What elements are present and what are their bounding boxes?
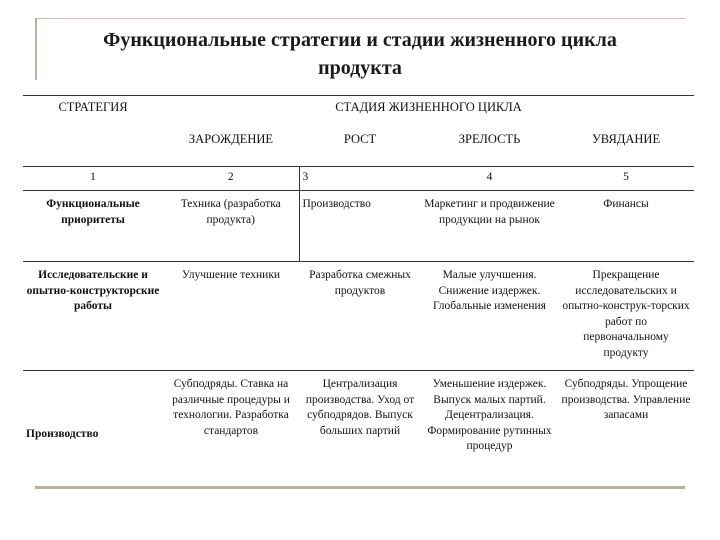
header-row xyxy=(23,96,694,125)
table-cell: Маркетинг и продвижение продукции на рынок xyxy=(421,191,558,262)
stages-empty-cell xyxy=(23,124,163,167)
stages-row xyxy=(23,124,694,167)
header-strategy: СТРАТЕГИЯ xyxy=(23,96,163,125)
numbers-row xyxy=(23,167,694,191)
stage-growth: РОСТ xyxy=(343,132,377,146)
row-strategy-label: Функциональные приоритеты xyxy=(23,191,163,262)
table-cell: Субподряды. Ставка на различные процедуры и технологии. Разработка стандартов xyxy=(163,371,299,496)
number-cell: 4 xyxy=(421,167,558,191)
table-cell: Техника (разработка продукта) xyxy=(163,191,299,262)
table-cell: Производство xyxy=(299,191,421,262)
table-cell: Централизация производства. Уход от субподрядов. Выпуск больших партий xyxy=(299,371,421,496)
table-cell: Улучшение техники xyxy=(163,262,299,371)
table-cell: Малые улучшения. Снижение издержек. Глобальные изменения xyxy=(421,262,558,371)
stage-decline: УВЯДАНИЕ xyxy=(591,132,661,146)
stage-maturity: ЗРЕЛОСТЬ xyxy=(458,132,521,146)
row-strategy-label: Исследовательские и опытно-конструкторские работы xyxy=(23,262,163,371)
stage-birth: ЗАРОЖДЕНИЕ xyxy=(188,132,274,146)
row-strategy-label: Производство xyxy=(23,371,163,496)
number-cell: 2 xyxy=(163,167,299,191)
table-cell: Разработка смежных продуктов xyxy=(299,262,421,371)
top-decor-line xyxy=(35,18,685,19)
left-decor-line xyxy=(35,18,37,80)
table-cell: Субподряды. Упрощение производства. Управление запасами xyxy=(558,371,694,496)
number-cell: 3 xyxy=(299,167,421,191)
title-line-1: Функциональные стратегии и стадии жизненного цикла xyxy=(103,29,617,51)
table-cell: Прекращение исследовательских и опытно-конструк-торских работ по первоначальному продукту xyxy=(558,262,694,371)
bottom-decor-line xyxy=(35,486,685,489)
number-cell: 5 xyxy=(558,167,694,191)
table-row xyxy=(23,191,694,262)
header-lifecycle: СТАДИЯ ЖИЗНЕННОГО ЦИКЛА xyxy=(163,96,694,125)
table-row xyxy=(23,371,694,496)
table-cell: Уменьшение издержек. Выпуск малых партий. Децентрализация. Формирование рутинных процедур xyxy=(421,371,558,496)
table-row xyxy=(23,262,694,371)
page-title xyxy=(40,26,680,82)
strategy-table xyxy=(23,95,694,495)
table-cell: Финансы xyxy=(558,191,694,262)
number-cell: 1 xyxy=(23,167,163,191)
title-line-2: продукта xyxy=(318,57,402,79)
